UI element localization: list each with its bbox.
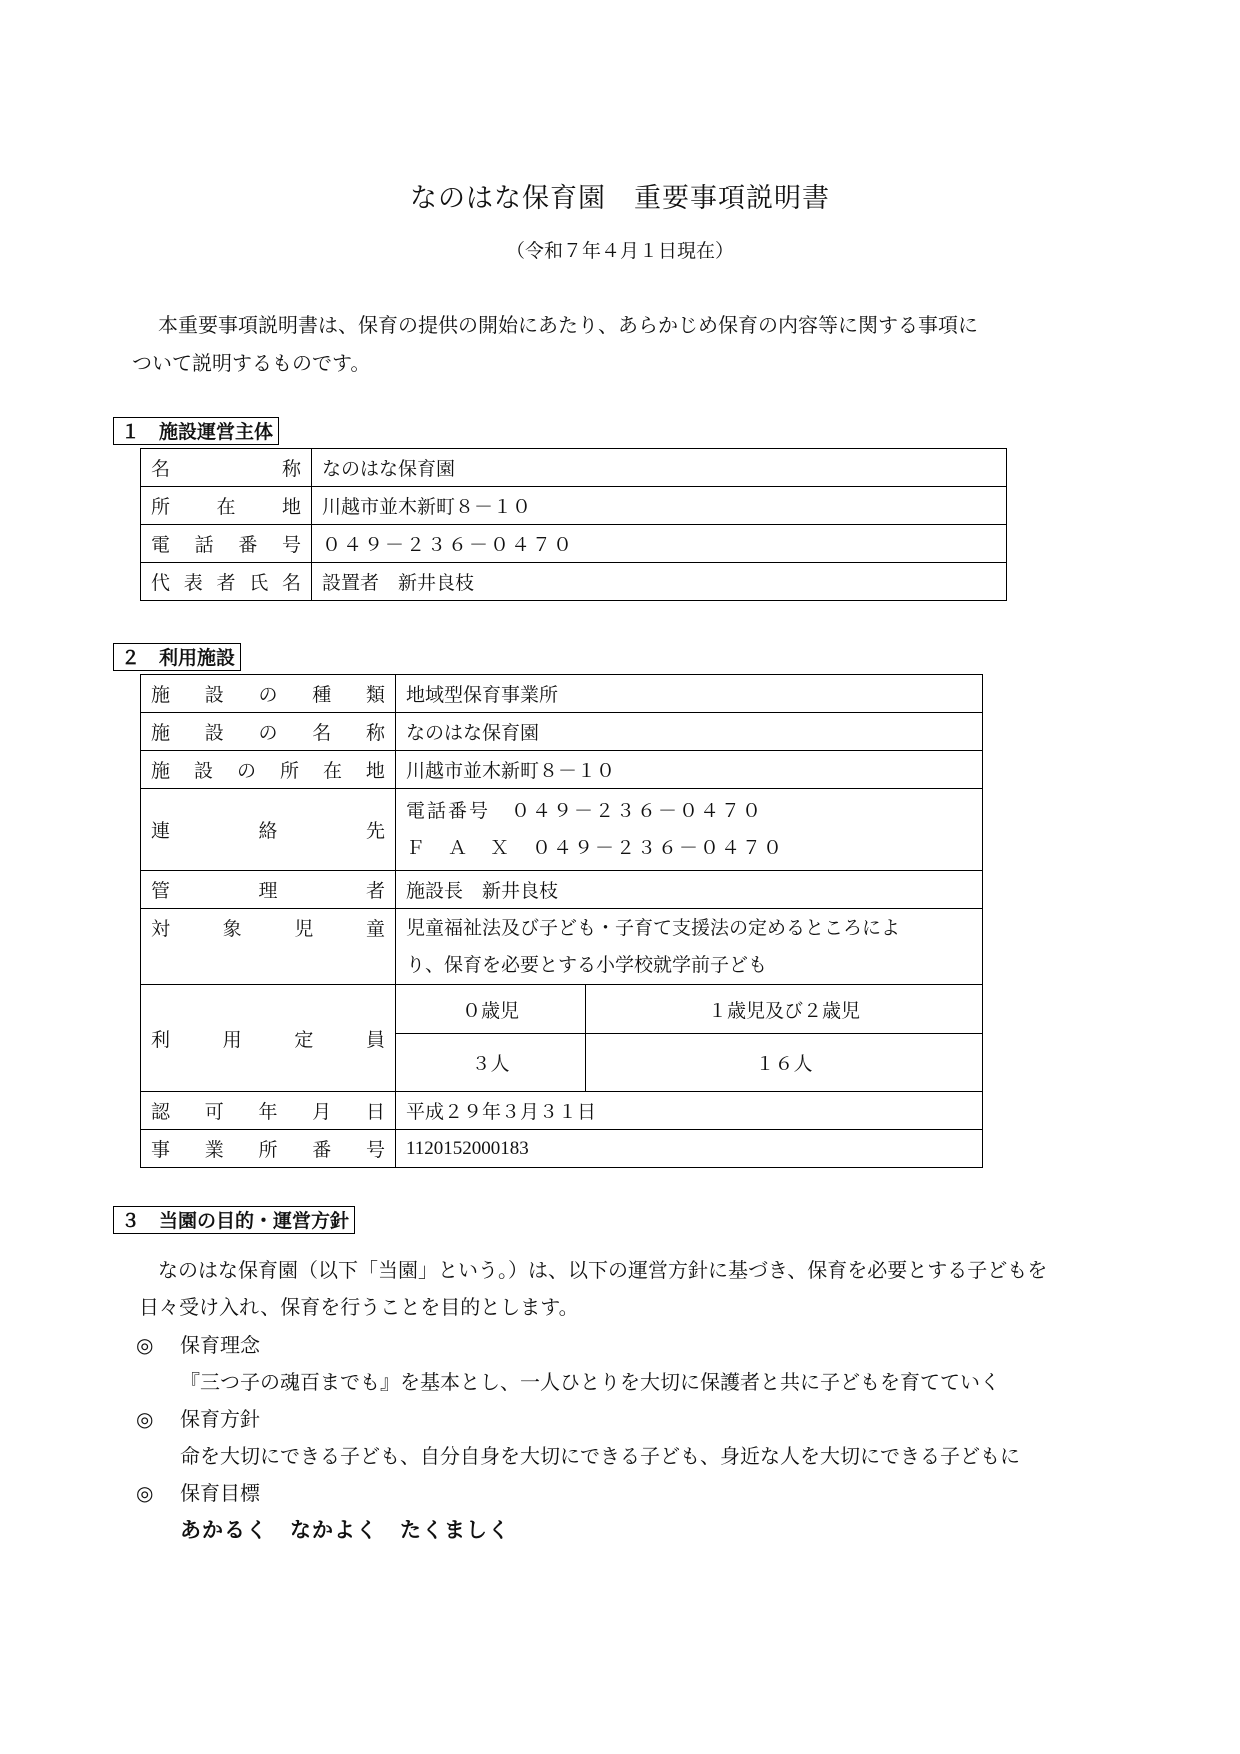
row-label-phone: 電 話 番 号	[141, 525, 312, 563]
row-value-address: 川越市並木新町８－１０	[312, 487, 1007, 525]
facility-name-value: なのはな保育園	[396, 713, 983, 751]
bullet-mark: ◎	[136, 1407, 154, 1431]
approval-date-label: 認 可 年 月 日	[141, 1092, 396, 1130]
policy-text: 命を大切にできる子ども、自分自身を大切にできる子ども、身近な人を大切にできる子どもに	[180, 1444, 1020, 1468]
approval-date-value: 平成２９年３月３１日	[396, 1092, 983, 1130]
document-date: （令和７年４月１日現在）	[505, 240, 734, 262]
intro-line-2: ついて説明するものです。	[132, 351, 371, 375]
section-1-number: １	[121, 421, 141, 443]
intro-line-1: 本重要事項説明書は、保育の提供の開始にあたり、あらかじめ保育の内容等に関する事項に	[158, 313, 978, 337]
row-label-name: 名 称	[141, 449, 312, 487]
goal-text: あかるく なかよく たくましく	[180, 1518, 510, 1542]
bullet-mark: ◎	[136, 1481, 154, 1505]
facility-address-label: 施 設 の 所 在 地	[141, 751, 396, 789]
goal-title: 保育目標	[180, 1481, 260, 1505]
section-2-table	[140, 674, 983, 1168]
philosophy-heading	[136, 1329, 260, 1358]
office-number-value: 1120152000183	[396, 1130, 983, 1168]
table-row	[141, 909, 983, 985]
section-1-table	[140, 448, 1007, 601]
target-line-1: 児童福祉法及び子ども・子育て支援法の定めるところによ	[406, 916, 901, 939]
table-row	[141, 449, 1007, 487]
row-value-phone: ０４９－２３６－０４７０	[312, 525, 1007, 563]
facility-address-value: 川越市並木新町８－１０	[396, 751, 983, 789]
contact-fax: Ｆ Ａ Ｘ ０４９－２３６－０４７０	[406, 836, 785, 859]
table-row	[141, 675, 983, 713]
row-value-representative: 設置者 新井良枝	[312, 563, 1007, 601]
section-1-title: 施設運営主体	[159, 421, 274, 443]
policy-title: 保育方針	[180, 1407, 260, 1431]
capacity-label: 利 用 定 員	[141, 985, 396, 1092]
row-label-representative: 代 表 者 氏 名	[141, 563, 312, 601]
section-2-heading	[113, 643, 241, 671]
capacity-header-age0: ０歳児	[396, 985, 586, 1034]
goal-heading	[136, 1477, 260, 1506]
row-value-name: なのはな保育園	[312, 449, 1007, 487]
purpose-line-1: なのはな保育園（以下「当園」という。）は、以下の運営方針に基づき、保育を必要とする子どもを	[158, 1258, 1048, 1282]
facility-type-label: 施 設 の 種 類	[141, 675, 396, 713]
document-title: なのはな保育園 重要事項説明書	[410, 183, 830, 214]
contact-label: 連 絡 先	[141, 789, 396, 871]
target-label: 対 象 児 童	[141, 909, 396, 985]
capacity-value-age1-2: １６人	[586, 1034, 983, 1092]
target-line-2: り、保育を必要とする小学校就学前子ども	[406, 953, 768, 976]
section-2-title: 利用施設	[159, 647, 236, 669]
table-row	[141, 525, 1007, 563]
section-3-number: ３	[121, 1210, 141, 1232]
manager-value: 施設長 新井良枝	[396, 871, 983, 909]
office-number-label: 事 業 所 番 号	[141, 1130, 396, 1168]
contact-tel: 電話番号 ０４９－２３６－０４７０	[406, 799, 764, 822]
contact-value	[396, 789, 983, 871]
section-1-heading	[113, 417, 279, 445]
facility-name-label: 施 設 の 名 称	[141, 713, 396, 751]
capacity-value-age0: ３人	[396, 1034, 586, 1092]
table-row	[141, 1130, 983, 1168]
table-row	[141, 713, 983, 751]
table-row	[141, 1092, 983, 1130]
table-row	[141, 985, 983, 1034]
bullet-mark: ◎	[136, 1333, 154, 1357]
section-3-heading	[113, 1206, 355, 1234]
table-row	[141, 487, 1007, 525]
table-row	[141, 789, 983, 871]
table-row	[141, 871, 983, 909]
section-3-title: 当園の目的・運営方針	[159, 1210, 350, 1232]
purpose-line-2: 日々受け入れ、保育を行うことを目的とします。	[139, 1295, 579, 1319]
table-row	[141, 563, 1007, 601]
philosophy-title: 保育理念	[180, 1333, 260, 1357]
manager-label: 管 理 者	[141, 871, 396, 909]
row-label-address: 所 在 地	[141, 487, 312, 525]
section-2-number: ２	[121, 647, 141, 669]
table-row	[141, 751, 983, 789]
facility-type-value: 地域型保育事業所	[396, 675, 983, 713]
philosophy-text: 『三つ子の魂百までも』を基本とし、一人ひとりを大切に保護者と共に子どもを育てていく	[180, 1370, 1000, 1394]
capacity-header-age1-2: １歳児及び２歳児	[586, 985, 983, 1034]
target-value	[396, 909, 983, 985]
policy-heading	[136, 1403, 260, 1432]
